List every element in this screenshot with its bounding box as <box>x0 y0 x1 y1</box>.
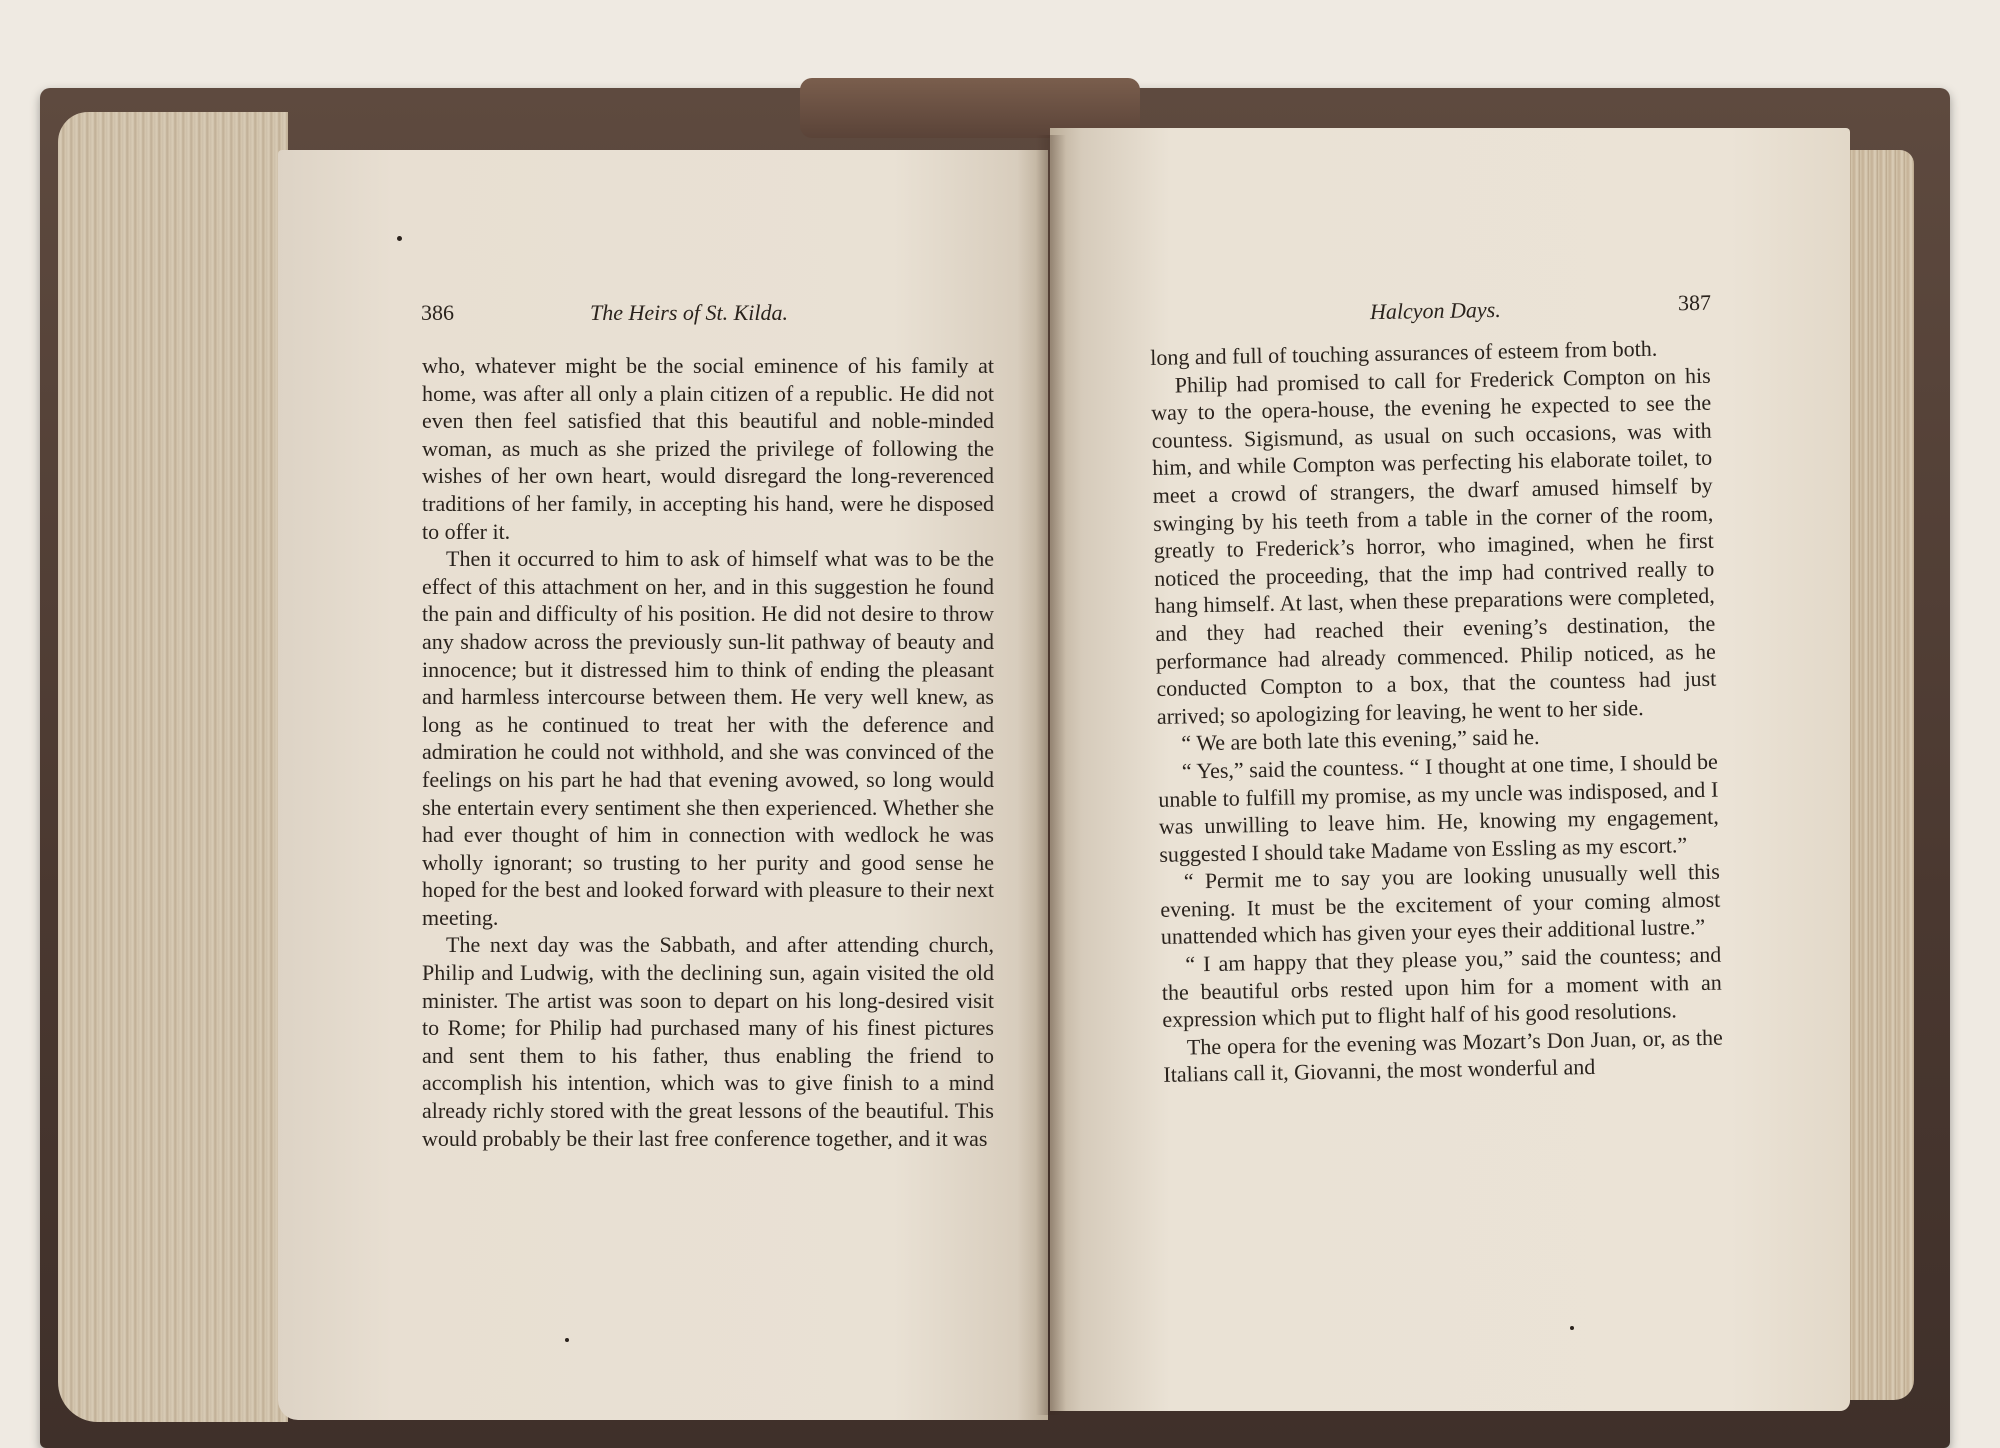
paragraph: Then it occurred to him to ask of himself what was to be the effect of this attachment on her, and in this suggestion he found the pain and difficulty of his position. He did not desire to throw any shadow across the previously sun-lit pathway of beauty and innocence; but it distressed him to think of ending the pleasant and harmless intercourse between them. He very well knew, as long as he continued to treat her with the deference and admiration he could not withhold, and she was convinced of the feelings on his part he had that evening avowed, so long would she entertain every sentiment she then experienced. Whether she had ever thought of him in connection with wedlock he was wholly ignorant; so trusting to her purity and good sense he hoped for the best and looked forward with pleasure to their next meeting. <box>422 546 994 930</box>
ink-speck <box>1570 1326 1574 1330</box>
paragraph: who, whatever might be the social eminence of his family at home, was after all only a plain citizen of a republic. He did not even then feel satisfied that this beautiful and noble-minded woman, as much as she prized the privilege of following the wishes of her own heart, would disregard the long-reverenced traditions of her family, in accepting his hand, were he disposed to offer it. <box>422 353 994 544</box>
paragraph: long and full of touching assurances of esteem from both. <box>1150 335 1658 370</box>
book-gutter <box>1036 135 1066 1415</box>
paragraph: “ I am happy that they please you,” said the countess; and the beautiful orbs rested upon him for a moment with an expression which put to flight half of his good resolutions. <box>1161 941 1723 1033</box>
ink-speck <box>565 1338 569 1342</box>
right-running-title: Halcyon Days. <box>1369 296 1501 325</box>
right-page-text <box>1150 334 1724 1089</box>
left-page-text <box>422 352 994 1152</box>
paragraph: Philip had promised to call for Frederick Compton on his way to the opera-house, the evening he expected to see the countess. Sigismund, as usual on such occasions, was with him, and while Compton was perfecting his elaborate toilet, to meet a crowd of strangers, the dwarf amused himself by swinging by his teeth from a table in the corner of the room, greatly to Frederick’s horror, who imagined, when he first noticed the proceeding, that the imp had contrived really to hang himself. At last, when these preparations were completed, and they had reached their evening’s destination, the performance had already commenced. Philip noticed, as he conducted Compton to a box, that the countess had just arrived; so apologizing for leaving, he went to her side. <box>1151 362 1717 729</box>
paragraph: The next day was the Sabbath, and after attending church, Philip and Ludwig, with the declining sun, again visited the old minister. The artist was soon to depart on his long-desired visit to Rome; for Philip had purchased many of his finest pictures and sent them to his father, thus enabling the friend to accomplish his intention, which was to give finish to a mind already richly stored with the great lessons of the beautiful. This would probably be their last free conference together, and it was <box>422 932 994 1151</box>
left-page-number: 386 <box>421 300 454 325</box>
ink-speck <box>397 236 402 241</box>
left-page-edges <box>58 112 288 1422</box>
paragraph: The opera for the evening was Mozart’s Don Juan, or, as the Italians call it, Giovanni, the most wonderful and <box>1163 1024 1724 1088</box>
paragraph: “ We are both late this evening,” said he. <box>1181 724 1540 756</box>
right-page-edges <box>1842 150 1914 1400</box>
paragraph: “ Yes,” said the countess. “ I thought at one time, I should be unable to fulfill my promise, as my uncle was indisposed, and I was unwilling to leave him. He, knowing my engagement, suggested I should take Madame von Essling as my escort.” <box>1158 748 1719 867</box>
left-running-title: The Heirs of St. Kilda. <box>590 300 789 325</box>
right-page-number: 387 <box>1677 289 1712 316</box>
paragraph: “ Permit me to say you are looking unusually well this evening. It must be the excitement of your coming almost unattended which has given your eyes their additional lustre.” <box>1160 858 1721 950</box>
